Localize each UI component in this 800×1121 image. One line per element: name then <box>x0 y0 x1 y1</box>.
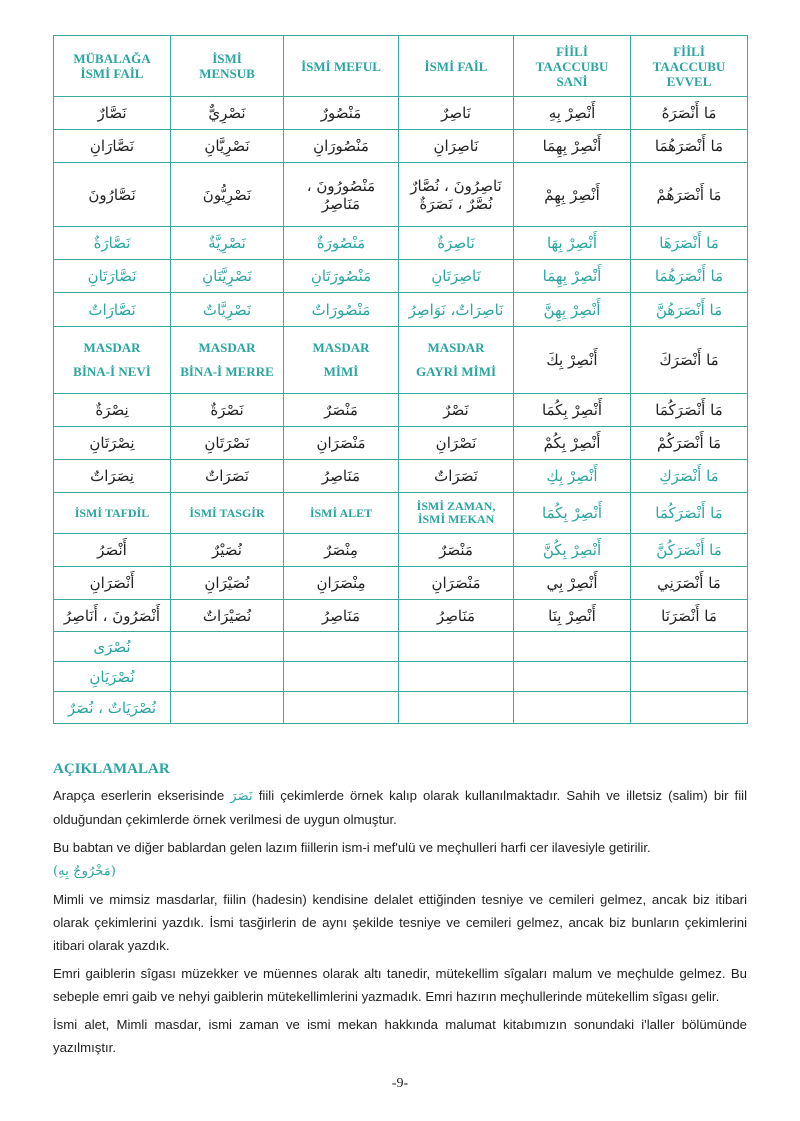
arabic-form-cell: نُصَيْرٌ <box>171 534 284 567</box>
table-row <box>54 600 748 632</box>
table-row <box>54 632 748 662</box>
arabic-form-cell: نَاصِرَاتٌ، نَوَاصِرُ <box>399 293 514 327</box>
arabic-form-cell: نَصَّارُونَ <box>54 163 171 227</box>
page-number: -9- <box>391 1076 409 1091</box>
arabic-form-cell: مَا أَنْصَرَكُمَا <box>631 394 748 427</box>
arabic-form-cell: مَا أَنْصَرَنِي <box>631 567 748 600</box>
arabic-form-cell: نَصْرِيَّاتٌ <box>171 293 284 327</box>
arabic-form-cell: مَنْصَرَانِ <box>284 427 399 460</box>
note-paragraph-4: Emri gaiblerin sîgası müzekker ve müennes olarak altı tanedir, mütekellim sîgaları malum ve meçhulde gelmez. Bu sebeple emri gaib ve nehyi gaiblerin mütekellimlerini yazmadık. Emri hazırın meçhullerinde mütekellim sîgası gelir. <box>53 966 747 1004</box>
table-row <box>54 534 748 567</box>
arabic-form-cell: أَنْصِرْ بِكُنَّ <box>514 534 631 567</box>
column-header: İSMİ MENSUB <box>171 36 284 97</box>
arabic-example-word: نَصَرَ <box>230 789 253 804</box>
conjugation-table <box>53 35 748 724</box>
arabic-form-cell: نَصْرِيُّونَ <box>171 163 284 227</box>
arabic-form-cell: نَصَّارٌ <box>54 97 171 130</box>
table-row <box>54 163 748 227</box>
arabic-example-phrase: (مَخْرُوجٌ بِهِ) <box>53 864 116 879</box>
table-row <box>54 460 748 493</box>
arabic-form-cell: مَا أَنْصَرَنَا <box>631 600 748 632</box>
arabic-form-cell: مَا أَنْصَرَهَا <box>631 227 748 260</box>
arabic-form-cell: مَا أَنْصَرَهُمْ <box>631 163 748 227</box>
arabic-form-cell: مَنْصَرٌ <box>284 394 399 427</box>
arabic-form-cell: مَا أَنْصَرَكَ <box>631 327 748 394</box>
arabic-form-cell: نَاصِرَانِ <box>399 130 514 163</box>
arabic-form-cell: نُصَيْرَانِ <box>171 567 284 600</box>
arabic-form-cell <box>171 632 284 662</box>
arabic-form-cell: أَنْصِرْ بِهَا <box>514 227 631 260</box>
arabic-form-cell <box>399 632 514 662</box>
arabic-form-cell <box>399 692 514 724</box>
arabic-form-cell: نَصْرِيٌّ <box>171 97 284 130</box>
note-paragraph-5: İsmi alet, Mimli masdar, ismi zaman ve ismi mekan hakkında malumat kitabımızın sonundaki i'laller bölümünde yazılmıştır. <box>53 1017 747 1055</box>
arabic-form-cell: مَا أَنْصَرَهُمَا <box>631 260 748 293</box>
arabic-form-cell: مَنْصُورَانِ <box>284 130 399 163</box>
arabic-form-cell: مَا أَنْصَرَكُنَّ <box>631 534 748 567</box>
table-row <box>54 293 748 327</box>
arabic-form-cell: مَا أَنْصَرَهُ <box>631 97 748 130</box>
table-row <box>54 260 748 293</box>
column-header: MASDAR BİNA-İ NEVİ <box>54 327 171 394</box>
column-header: FİİLİ TAACCUBU EVVEL <box>631 36 748 97</box>
table-row <box>54 97 748 130</box>
arabic-form-cell <box>284 692 399 724</box>
note-paragraph-3: Mimli ve mimsiz masdarlar, fiilin (hadesin) kendisine delalet ettiğinden tesniye ve cemileri gelmez, ancak biz itibari olarak çekimlerini yazdık. İsmi tasğirlerin de aynı şekilde tesniye ve cemileri gelmez, ancak biz bunların çekimlerini itibari olarak yazdık. <box>53 892 747 953</box>
arabic-form-cell: نَاصِرٌ <box>399 97 514 130</box>
arabic-form-cell: نُصْرَيَانِ <box>54 662 171 692</box>
arabic-form-cell: نُصْرَيَاتٌ ، نُصَرٌ <box>54 692 171 724</box>
arabic-form-cell <box>631 692 748 724</box>
arabic-form-cell: مَا أَنْصَرَكُمْ <box>631 427 748 460</box>
arabic-form-cell: أَنْصِرْ بِكُمْ <box>514 427 631 460</box>
arabic-form-cell: أَنْصِرْ بِكُمَا <box>514 493 631 534</box>
arabic-form-cell: أَنْصَرَانِ <box>54 567 171 600</box>
header-row <box>54 493 748 534</box>
arabic-form-cell <box>284 632 399 662</box>
arabic-form-cell: مَنَاصِرُ <box>399 600 514 632</box>
arabic-form-cell: أَنْصِرْ بِهِمَا <box>514 260 631 293</box>
header-row <box>54 327 748 394</box>
column-header: FİİLİ TAACCUBU SANİ <box>514 36 631 97</box>
arabic-form-cell <box>514 662 631 692</box>
arabic-form-cell: مَنْصُورَتَانِ <box>284 260 399 293</box>
table-row <box>54 394 748 427</box>
arabic-form-cell: نَاصِرُونَ ، نُصَّارٌ نُصَّرٌ ، نَصَرَةٌ <box>399 163 514 227</box>
arabic-form-cell <box>514 692 631 724</box>
arabic-form-cell <box>171 692 284 724</box>
arabic-form-cell <box>514 632 631 662</box>
arabic-form-cell <box>284 662 399 692</box>
table-row <box>54 227 748 260</box>
arabic-form-cell: أَنْصَرُ <box>54 534 171 567</box>
note-paragraph-1: Arapça eserlerin ekserisinde نَصَرَ fiili çekimlerde örnek kalıp olarak kullanılmaktadır. Sahih ve illetsiz (salim) bir fiil olduğundan çekimlerde örnek verilmesi de uygun olmuştur. <box>53 788 747 827</box>
column-header: İSMİ ALET <box>284 493 399 534</box>
arabic-form-cell: مَنَاصِرُ <box>284 460 399 493</box>
table-row <box>54 427 748 460</box>
arabic-form-cell: أَنْصِرْ بِهِمْ <box>514 163 631 227</box>
arabic-form-cell: مَا أَنْصَرَهُنَّ <box>631 293 748 327</box>
arabic-form-cell <box>631 662 748 692</box>
arabic-form-cell: مَنَاصِرُ <box>284 600 399 632</box>
notes-title: AÇIKLAMALAR <box>53 761 170 777</box>
column-header: MASDAR GAYRİ MİMİ <box>399 327 514 394</box>
column-header: MÜBALAĞA İSMİ FAİL <box>54 36 171 97</box>
column-header: İSMİ ZAMAN, İSMİ MEKAN <box>399 493 514 534</box>
header-row <box>54 36 748 97</box>
arabic-form-cell: مَنْصَرٌ <box>399 534 514 567</box>
arabic-form-cell: نَصْرَتَانِ <box>171 427 284 460</box>
arabic-form-cell: أَنْصِرْ بِهِنَّ <box>514 293 631 327</box>
arabic-form-cell: نِصْرَةٌ <box>54 394 171 427</box>
arabic-form-cell: أَنْصِرْ بِكِ <box>514 460 631 493</box>
column-header: MASDAR MİMİ <box>284 327 399 394</box>
arabic-form-cell: مَنْصُورٌ <box>284 97 399 130</box>
arabic-form-cell: مَنْصُورَةٌ <box>284 227 399 260</box>
arabic-form-cell: نَصَّارَةٌ <box>54 227 171 260</box>
arabic-form-cell: مِنْصَرٌ <box>284 534 399 567</box>
arabic-form-cell: مَنْصُورُونَ ، مَنَاصِرُ <box>284 163 399 227</box>
arabic-form-cell: أَنْصِرْ بِكُمَا <box>514 394 631 427</box>
column-header: İSMİ MEFUL <box>284 36 399 97</box>
arabic-form-cell: نَصَرَاتٌ <box>171 460 284 493</box>
arabic-form-cell: مِنْصَرَانِ <box>284 567 399 600</box>
arabic-form-cell: أَنْصَرُونَ ، أَنَاصِرُ <box>54 600 171 632</box>
arabic-form-cell: نَاصِرَةٌ <box>399 227 514 260</box>
arabic-form-cell: نَصَّارَانِ <box>54 130 171 163</box>
arabic-form-cell: أَنْصِرْ بِي <box>514 567 631 600</box>
arabic-form-cell: نَصْرِيَّتَانِ <box>171 260 284 293</box>
arabic-form-cell: نَصْرِيَّانِ <box>171 130 284 163</box>
arabic-form-cell: نِصْرَتَانِ <box>54 427 171 460</box>
arabic-form-cell: مَا أَنْصَرَكُمَا <box>631 493 748 534</box>
arabic-form-cell: مَا أَنْصَرَكِ <box>631 460 748 493</box>
arabic-form-cell: مَنْصُورَاتٌ <box>284 293 399 327</box>
arabic-form-cell <box>399 662 514 692</box>
table-row <box>54 662 748 692</box>
table-row <box>54 130 748 163</box>
notes-section <box>53 758 747 1064</box>
table-row <box>54 567 748 600</box>
arabic-form-cell: أَنْصِرْ بِكَ <box>514 327 631 394</box>
arabic-form-cell: أَنْصِرْ بِهِ <box>514 97 631 130</box>
arabic-form-cell: نَصَّارَاتٌ <box>54 293 171 327</box>
column-header: İSMİ TAFDİL <box>54 493 171 534</box>
column-header: İSMİ TASGİR <box>171 493 284 534</box>
arabic-form-cell: مَنْصَرَانِ <box>399 567 514 600</box>
arabic-form-cell: نَصَّارَتَانِ <box>54 260 171 293</box>
arabic-form-cell: أَنْصِرْ بِنَا <box>514 600 631 632</box>
arabic-form-cell: نِصَرَاتٌ <box>54 460 171 493</box>
arabic-form-cell: نُصَيْرَاتٌ <box>171 600 284 632</box>
note-paragraph-2: Bu babtan ve diğer bablardan gelen lazım fiillerin ism-i mef'ulü ve meçhulleri harfi cer ilavesiyle getirilir. (مَخْرُوجٌ بِهِ) <box>53 840 651 879</box>
arabic-form-cell: نَصْرَانِ <box>399 427 514 460</box>
column-header: İSMİ FAİL <box>399 36 514 97</box>
arabic-form-cell <box>171 662 284 692</box>
arabic-form-cell: نَصَرَاتٌ <box>399 460 514 493</box>
arabic-form-cell <box>631 632 748 662</box>
table-row <box>54 692 748 724</box>
arabic-form-cell: نُصْرَى <box>54 632 171 662</box>
arabic-form-cell: نَصْرَةٌ <box>171 394 284 427</box>
arabic-form-cell: مَا أَنْصَرَهُمَا <box>631 130 748 163</box>
arabic-form-cell: نَصْرٌ <box>399 394 514 427</box>
arabic-form-cell: نَصْرِيَّةٌ <box>171 227 284 260</box>
arabic-form-cell: نَاصِرَتَانِ <box>399 260 514 293</box>
column-header: MASDAR BİNA-İ MERRE <box>171 327 284 394</box>
arabic-form-cell: أَنْصِرْ بِهِمَا <box>514 130 631 163</box>
